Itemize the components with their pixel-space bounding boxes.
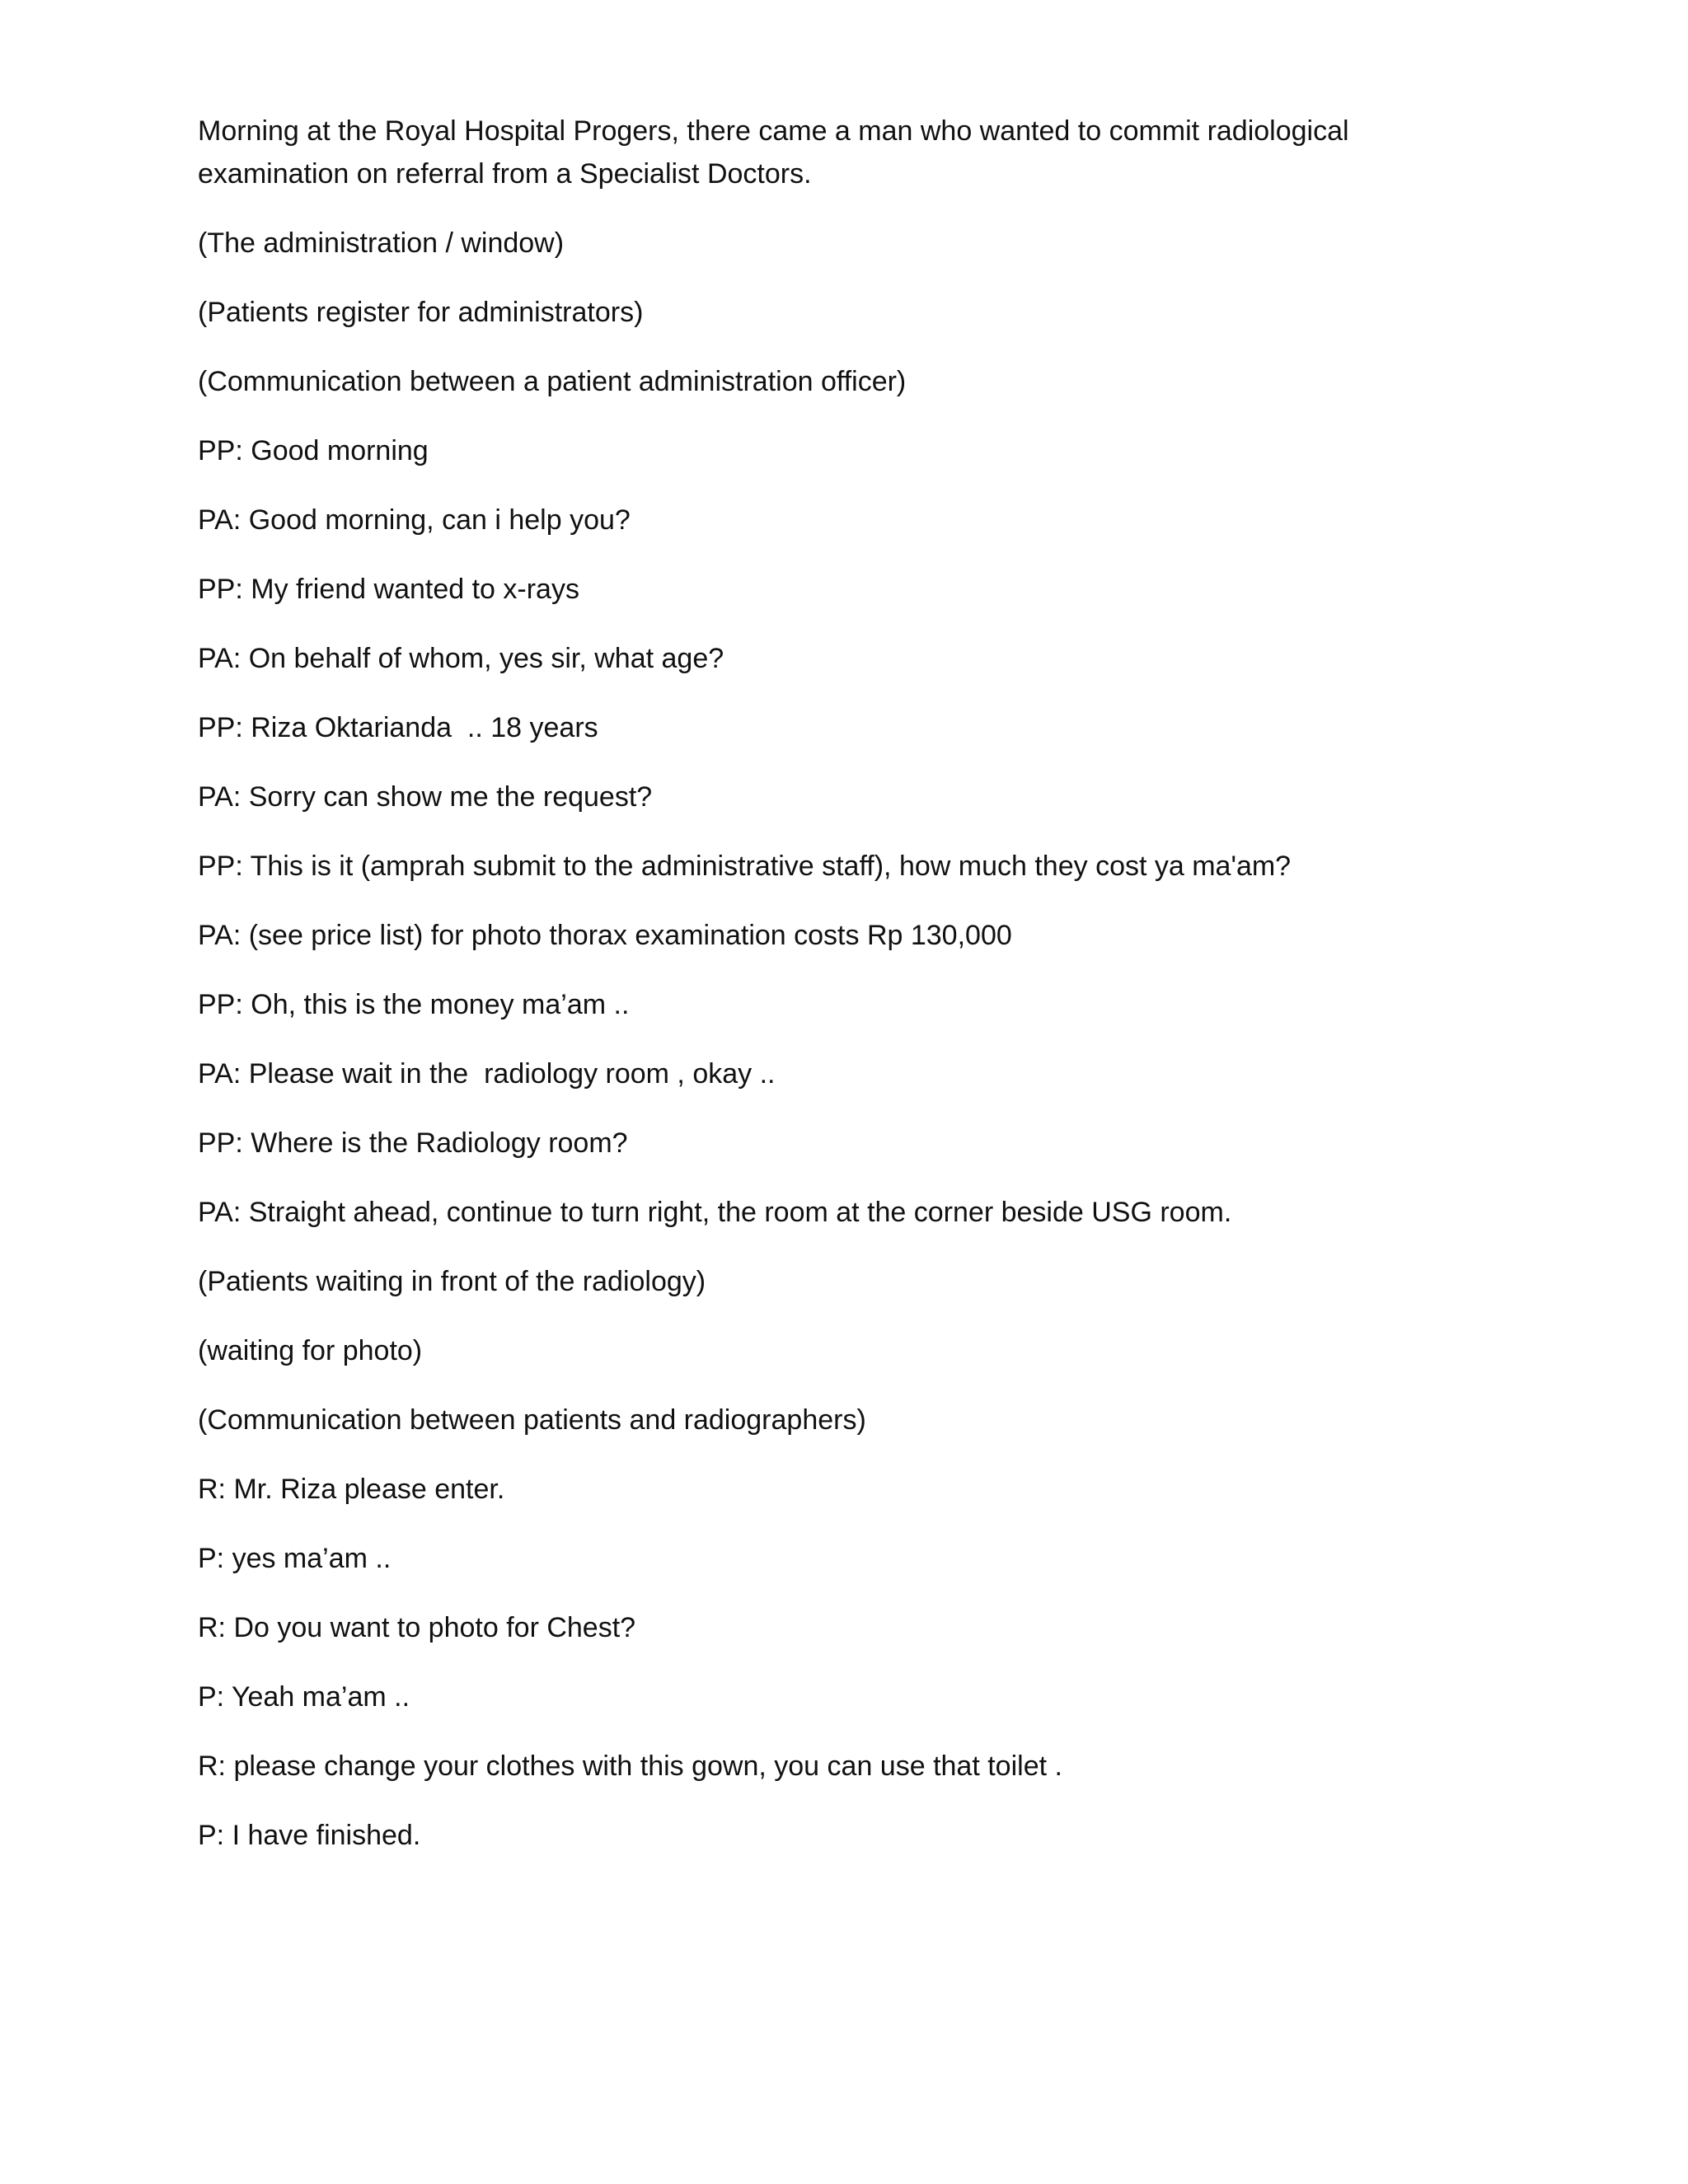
dialogue-line: PA: Sorry can show me the request? [198, 781, 653, 813]
stage-direction: (Patients register for administrators) [198, 297, 644, 328]
document-body [198, 110, 1409, 1883]
dialogue-line: PP: Riza Oktarianda .. 18 years [198, 712, 598, 743]
dialogue-line: R: please change your clothes with this gown, you can use that toilet . [198, 1750, 1062, 1782]
dialogue-line: PP: My friend wanted to x-rays [198, 574, 579, 605]
dialogue-line: PA: Please wait in the radiology room , okay .. [198, 1058, 776, 1090]
stage-direction: (The administration / window) [198, 227, 565, 259]
dialogue-line: PP: Oh, this is the money ma’am .. [198, 989, 630, 1020]
stage-direction: (Patients waiting in front of the radiology) [198, 1266, 706, 1297]
dialogue-line: P: I have finished. [198, 1820, 421, 1851]
dialogue-line: P: Yeah ma’am .. [198, 1681, 410, 1713]
intro-paragraph: Morning at the Royal Hospital Progers, there came a man who wanted to commit radiological examination on referral from a Specialist Doctors. [198, 115, 1357, 190]
dialogue-line: PA: Straight ahead, continue to turn right, the room at the corner beside USG room. [198, 1197, 1232, 1228]
dialogue-line: PP: Where is the Radiology room? [198, 1127, 628, 1159]
dialogue-line: R: Mr. Riza please enter. [198, 1474, 505, 1505]
dialogue-line: PP: Good morning [198, 435, 429, 466]
stage-direction: (Communication between a patient administration officer) [198, 366, 907, 397]
dialogue-line: PA: (see price list) for photo thorax examination costs Rp 130,000 [198, 920, 1012, 951]
dialogue-line: PA: On behalf of whom, yes sir, what age? [198, 643, 724, 674]
dialogue-line: PA: Good morning, can i help you? [198, 504, 631, 536]
stage-direction: (Communication between patients and radiographers) [198, 1404, 866, 1436]
dialogue-line: PP: This is it (amprah submit to the administrative staff), how much they cost ya ma'am? [198, 851, 1292, 882]
dialogue-line: R: Do you want to photo for Chest? [198, 1612, 636, 1643]
stage-direction: (waiting for photo) [198, 1335, 423, 1366]
dialogue-line: P: yes ma’am .. [198, 1543, 392, 1574]
